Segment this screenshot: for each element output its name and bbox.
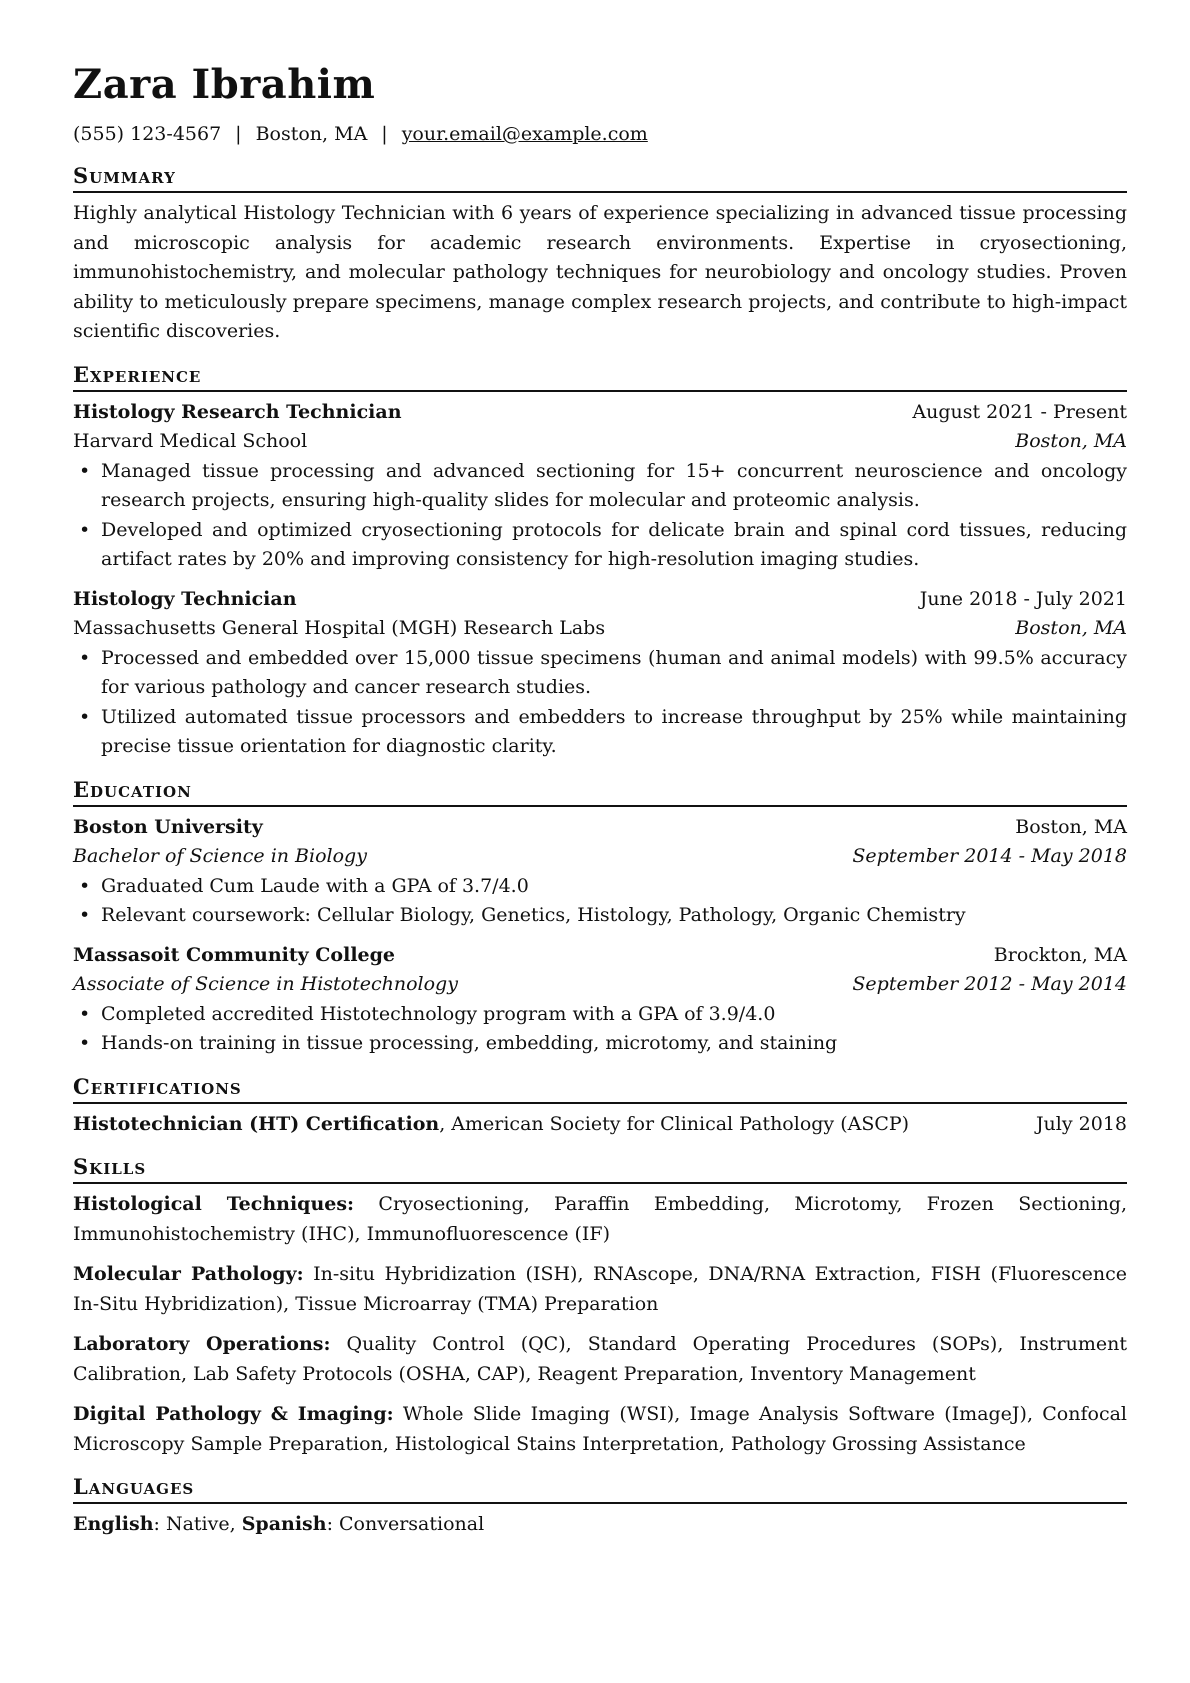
degree: Associate of Science in Histotechnology — [73, 973, 458, 995]
certification-item — [73, 1110, 1127, 1140]
job-bullets — [73, 457, 1127, 575]
bullet-item: • Processed and embedded over 15,000 tissue specimens (human and animal models) with 99.5% accuracy for various pathology and cancer research studies. — [73, 644, 1127, 703]
bullet-icon: • — [79, 1032, 91, 1054]
degree: Bachelor of Science in Biology — [73, 845, 367, 867]
language-level: : Native, — [153, 1513, 242, 1535]
job-location: Boston, MA — [1015, 617, 1127, 639]
skill-text: Quality Control (QC), Standard Operating Procedures (SOPs), Instrument Calibration, Lab Safety Protocols (OSHA, CAP), Reagent Preparation, Inventory Management — [73, 1333, 1127, 1385]
bullet-icon: • — [79, 1002, 91, 1025]
skills-section — [73, 1153, 1127, 1459]
languages-line — [73, 1510, 1127, 1540]
experience-section — [73, 361, 1127, 762]
bullet-icon: • — [79, 518, 91, 541]
bullet-item: • Completed accredited Histotechnology program with a GPA of 3.9/4.0 — [73, 1000, 1127, 1030]
email-link[interactable]: your.email@example.com — [401, 123, 648, 145]
education-bullets — [73, 1000, 1127, 1059]
contact-line — [73, 120, 1127, 148]
certifications-section — [73, 1073, 1127, 1140]
skill-label: Histological Techniques: — [73, 1193, 355, 1215]
summary-section — [73, 162, 1127, 347]
certification-issuer: , American Society for Clinical Pathology (ASCP) — [439, 1112, 910, 1135]
languages-section — [73, 1473, 1127, 1540]
employer: Harvard Medical School — [73, 430, 308, 452]
bullet-item: • Relevant coursework: Cellular Biology, Genetics, Histology, Pathology, Organic Chemistry — [73, 901, 1127, 931]
school-name: Boston University — [73, 815, 263, 838]
job-bullets — [73, 644, 1127, 762]
job-entry — [73, 585, 1127, 762]
job-dates: August 2021 - Present — [912, 400, 1127, 423]
location: Boston, MA — [255, 123, 368, 145]
phone: (555) 123-4567 — [73, 123, 222, 145]
skill-label: Molecular Pathology: — [73, 1263, 304, 1285]
section-title-certifications: Certifications — [73, 1073, 1127, 1104]
language-name: Spanish — [241, 1513, 327, 1535]
summary-text: Highly analytical Histology Technician with 6 years of experience specializing in advanced tissue processing and microscopic analysis for academic research environments. Expertise in cryosectioning, immunohistochemistry, and molecular pathology techniques for neurobiology and oncology studies. Proven ability to meticulously prepare specimens, manage complex research projects, and contribute to high-impact scientific discoveries. — [73, 202, 1127, 342]
education-entry — [73, 813, 1127, 931]
skill-group — [73, 1260, 1127, 1319]
skill-group — [73, 1190, 1127, 1249]
education-dates: September 2012 - May 2014 — [852, 973, 1127, 995]
section-title-experience: Experience — [73, 361, 1127, 392]
resume-content — [73, 58, 1127, 1540]
bullet-icon: • — [79, 705, 91, 728]
bullet-item: • Utilized automated tissue processors and embedders to increase throughput by 25% while maintaining precise tissue orientation for diagnostic clarity. — [73, 703, 1127, 762]
bullet-item: • Developed and optimized cryosectioning protocols for delicate brain and spinal cord tissues, reducing artifact rates by 20% and improving consistency for high-resolution imaging studies. — [73, 516, 1127, 575]
job-location: Boston, MA — [1015, 430, 1127, 452]
school-location: Boston, MA — [1015, 815, 1127, 838]
section-title-languages: Languages — [73, 1473, 1127, 1504]
employer: Massachusetts General Hospital (MGH) Research Labs — [73, 617, 606, 639]
bullet-item: • Graduated Cum Laude with a GPA of 3.7/4.0 — [73, 872, 1127, 902]
bullet-icon: • — [79, 904, 91, 926]
job-title: Histology Technician — [73, 587, 297, 610]
bullet-icon: • — [79, 646, 91, 669]
skill-text: Whole Slide Imaging (WSI), Image Analysis Software (ImageJ), Confocal Microscopy Sample Preparation, Histological Stains Interpretation, Pathology Grossing Assistance — [73, 1403, 1127, 1455]
education-entry — [73, 941, 1127, 1059]
education-dates: September 2014 - May 2018 — [852, 845, 1127, 867]
skill-group — [73, 1330, 1127, 1389]
skill-label: Laboratory Operations: — [73, 1333, 331, 1355]
language-level: : Conversational — [326, 1513, 485, 1535]
separator: | — [381, 123, 388, 145]
section-title-skills: Skills — [73, 1153, 1127, 1184]
skill-label: Digital Pathology & Imaging: — [73, 1403, 394, 1425]
bullet-icon: • — [79, 459, 91, 482]
job-dates: June 2018 - July 2021 — [919, 587, 1127, 610]
separator: | — [235, 123, 242, 145]
job-entry — [73, 398, 1127, 575]
section-title-summary: Summary — [73, 162, 1127, 193]
bullet-item: • Hands-on training in tissue processing, embedding, microtomy, and staining — [73, 1029, 1127, 1059]
skill-text: Cryosectioning, Paraffin Embedding, Microtomy, Frozen Sectioning, Immunohistochemistry (IHC), Immunofluorescence (IF) — [73, 1193, 1128, 1245]
education-bullets — [73, 872, 1127, 931]
candidate-name: Zara Ibrahim — [73, 61, 376, 108]
certification-name: Histotechnician (HT) Certification — [73, 1112, 440, 1135]
school-name: Massasoit Community College — [73, 943, 395, 966]
bullet-item: • Managed tissue processing and advanced sectioning for 15+ concurrent neuroscience and oncology research projects, ensuring high-quality slides for molecular and proteomic analysis. — [73, 457, 1127, 516]
school-location: Brockton, MA — [993, 943, 1127, 966]
bullet-icon: • — [79, 874, 91, 897]
skill-text: In-situ Hybridization (ISH), RNAscope, DNA/RNA Extraction, FISH (Fluorescence In-Situ Hybridization), Tissue Microarray (TMA) Preparation — [73, 1263, 1127, 1315]
job-title: Histology Research Technician — [73, 400, 402, 423]
section-title-education: Education — [73, 776, 1127, 807]
education-section — [73, 776, 1127, 1059]
certification-date: July 2018 — [1035, 1112, 1127, 1135]
language-name: English — [73, 1513, 154, 1535]
skill-group — [73, 1400, 1127, 1459]
